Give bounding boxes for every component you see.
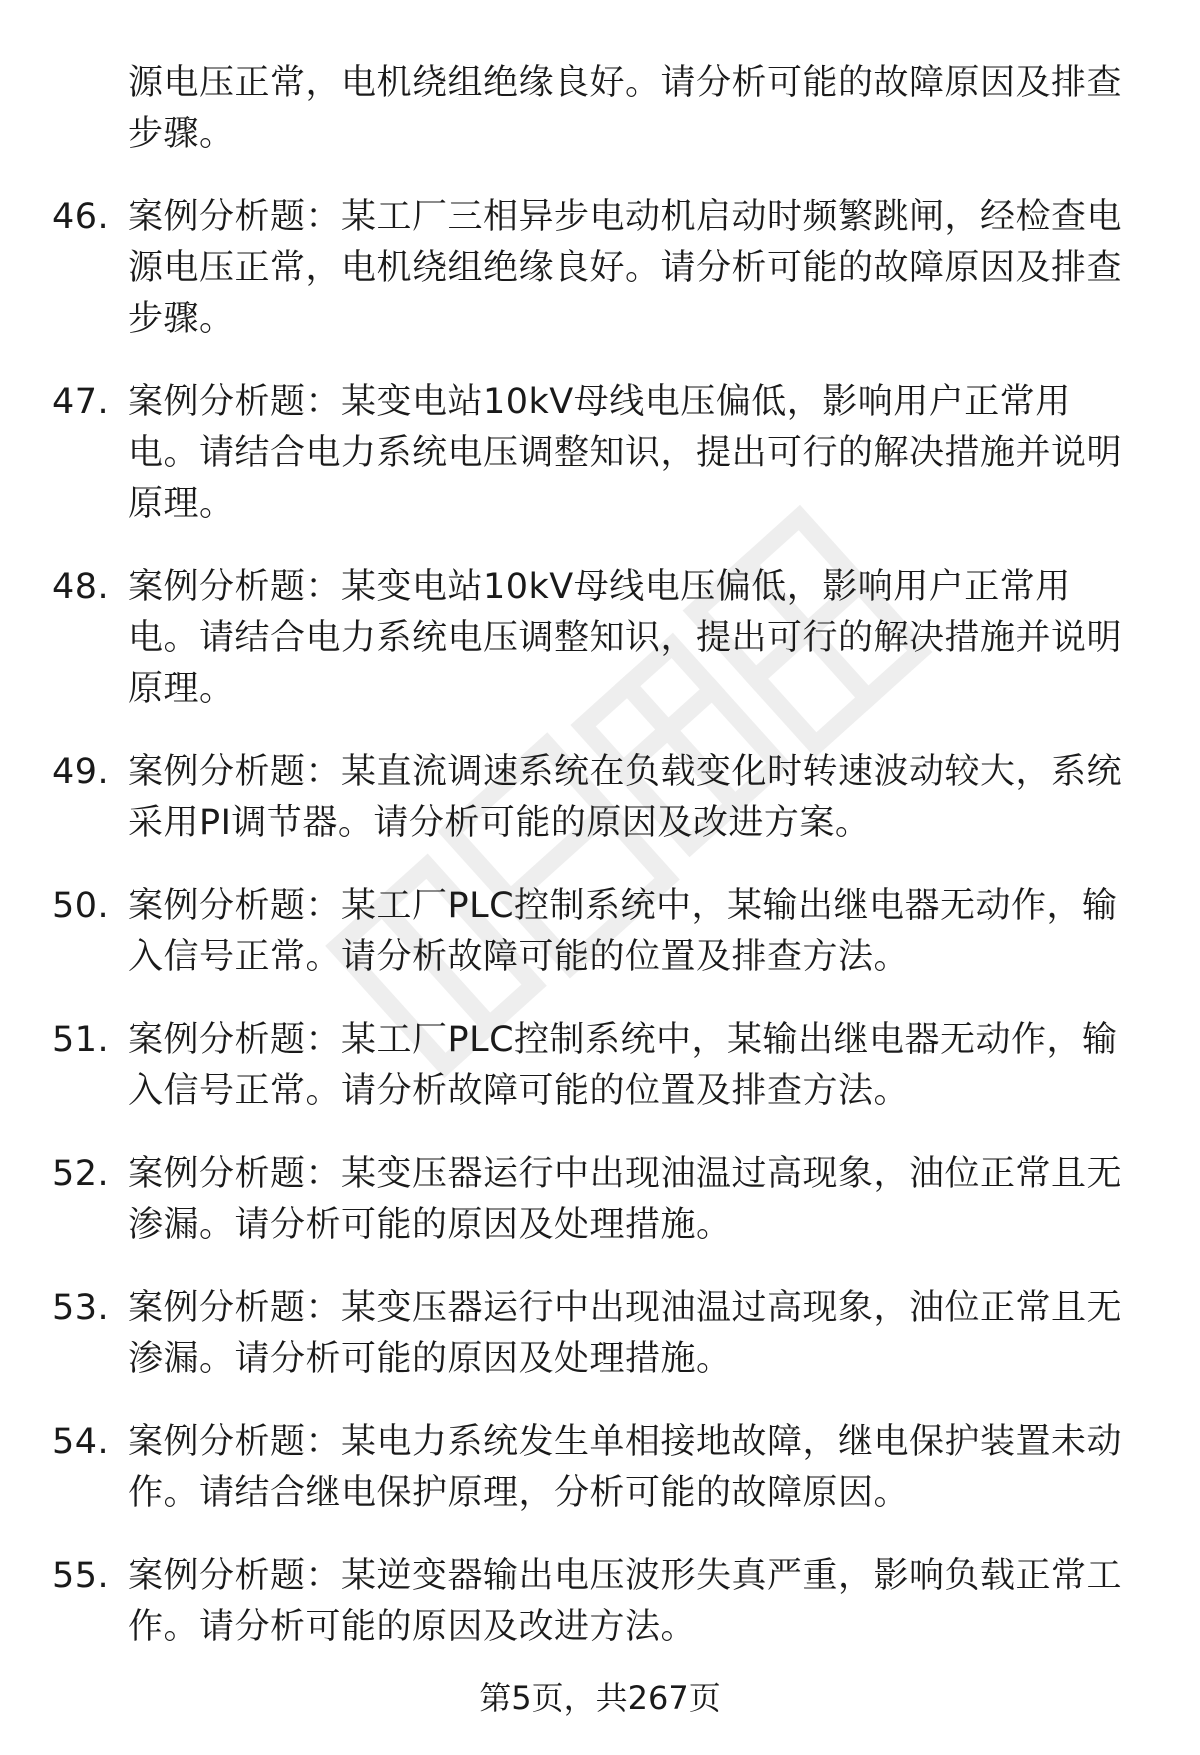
question-text: 案例分析题：某工厂三相异步电动机启动时频繁跳闸，经检查电源电压正常，电机绕组绝缘良好。请分析可能的故障原因及排查步骤。 — [128, 197, 1123, 339]
question-number: 53. — [52, 1288, 110, 1328]
question-list — [0, 58, 1200, 1685]
question-number: 50. — [52, 886, 110, 926]
page-footer — [0, 1678, 1200, 1718]
question-item — [0, 192, 1200, 345]
question-text: 案例分析题：某电力系统发生单相接地故障，继电保护装置未动作。请结合继电保护原理，分析可能的故障原因。 — [128, 1422, 1123, 1513]
question-text: 案例分析题：某变电站10kV母线电压偏低，影响用户正常用电。请结合电力系统电压调整知识，提出可行的解决措施并说明原理。 — [128, 567, 1123, 709]
question-number: 55. — [52, 1556, 110, 1596]
page-number: 第5页，共267页 — [479, 1679, 721, 1717]
question-number: 49. — [52, 752, 110, 792]
question-text: 案例分析题：某工厂PLC控制系统中，某输出继电器无动作，输入信号正常。请分析故障可能的位置及排查方法。 — [128, 1020, 1118, 1111]
question-text: 案例分析题：某变压器运行中出现油温过高现象，油位正常且无渗漏。请分析可能的原因及处理措施。 — [128, 1288, 1123, 1379]
question-text: 案例分析题：某逆变器输出电压波形失真严重，影响负载正常工作。请分析可能的原因及改进方法。 — [128, 1556, 1123, 1647]
question-number: 48. — [52, 567, 110, 607]
question-item — [0, 1015, 1200, 1117]
question-number: 46. — [52, 197, 110, 237]
question-item — [0, 1551, 1200, 1653]
question-item — [0, 747, 1200, 849]
question-fragment-text: 源电压正常，电机绕组绝缘良好。请分析可能的故障原因及排查步骤。 — [128, 63, 1123, 154]
question-text: 案例分析题：某变电站10kV母线电压偏低，影响用户正常用电。请结合电力系统电压调整知识，提出可行的解决措施并说明原理。 — [128, 382, 1123, 524]
question-number: 51. — [52, 1020, 110, 1060]
question-text: 案例分析题：某变压器运行中出现油温过高现象，油位正常且无渗漏。请分析可能的原因及处理措施。 — [128, 1154, 1123, 1245]
question-item — [0, 1417, 1200, 1519]
question-fragment — [0, 58, 1200, 160]
question-item — [0, 562, 1200, 715]
question-text: 案例分析题：某直流调速系统在负载变化时转速波动较大，系统采用PI调节器。请分析可能的原因及改进方案。 — [128, 752, 1123, 843]
question-item — [0, 1283, 1200, 1385]
question-item — [0, 377, 1200, 530]
question-number: 52. — [52, 1154, 110, 1194]
question-number: 47. — [52, 382, 110, 422]
question-text: 案例分析题：某工厂PLC控制系统中，某输出继电器无动作，输入信号正常。请分析故障可能的位置及排查方法。 — [128, 886, 1118, 977]
question-item — [0, 881, 1200, 983]
question-number: 54. — [52, 1422, 110, 1462]
question-item — [0, 1149, 1200, 1251]
